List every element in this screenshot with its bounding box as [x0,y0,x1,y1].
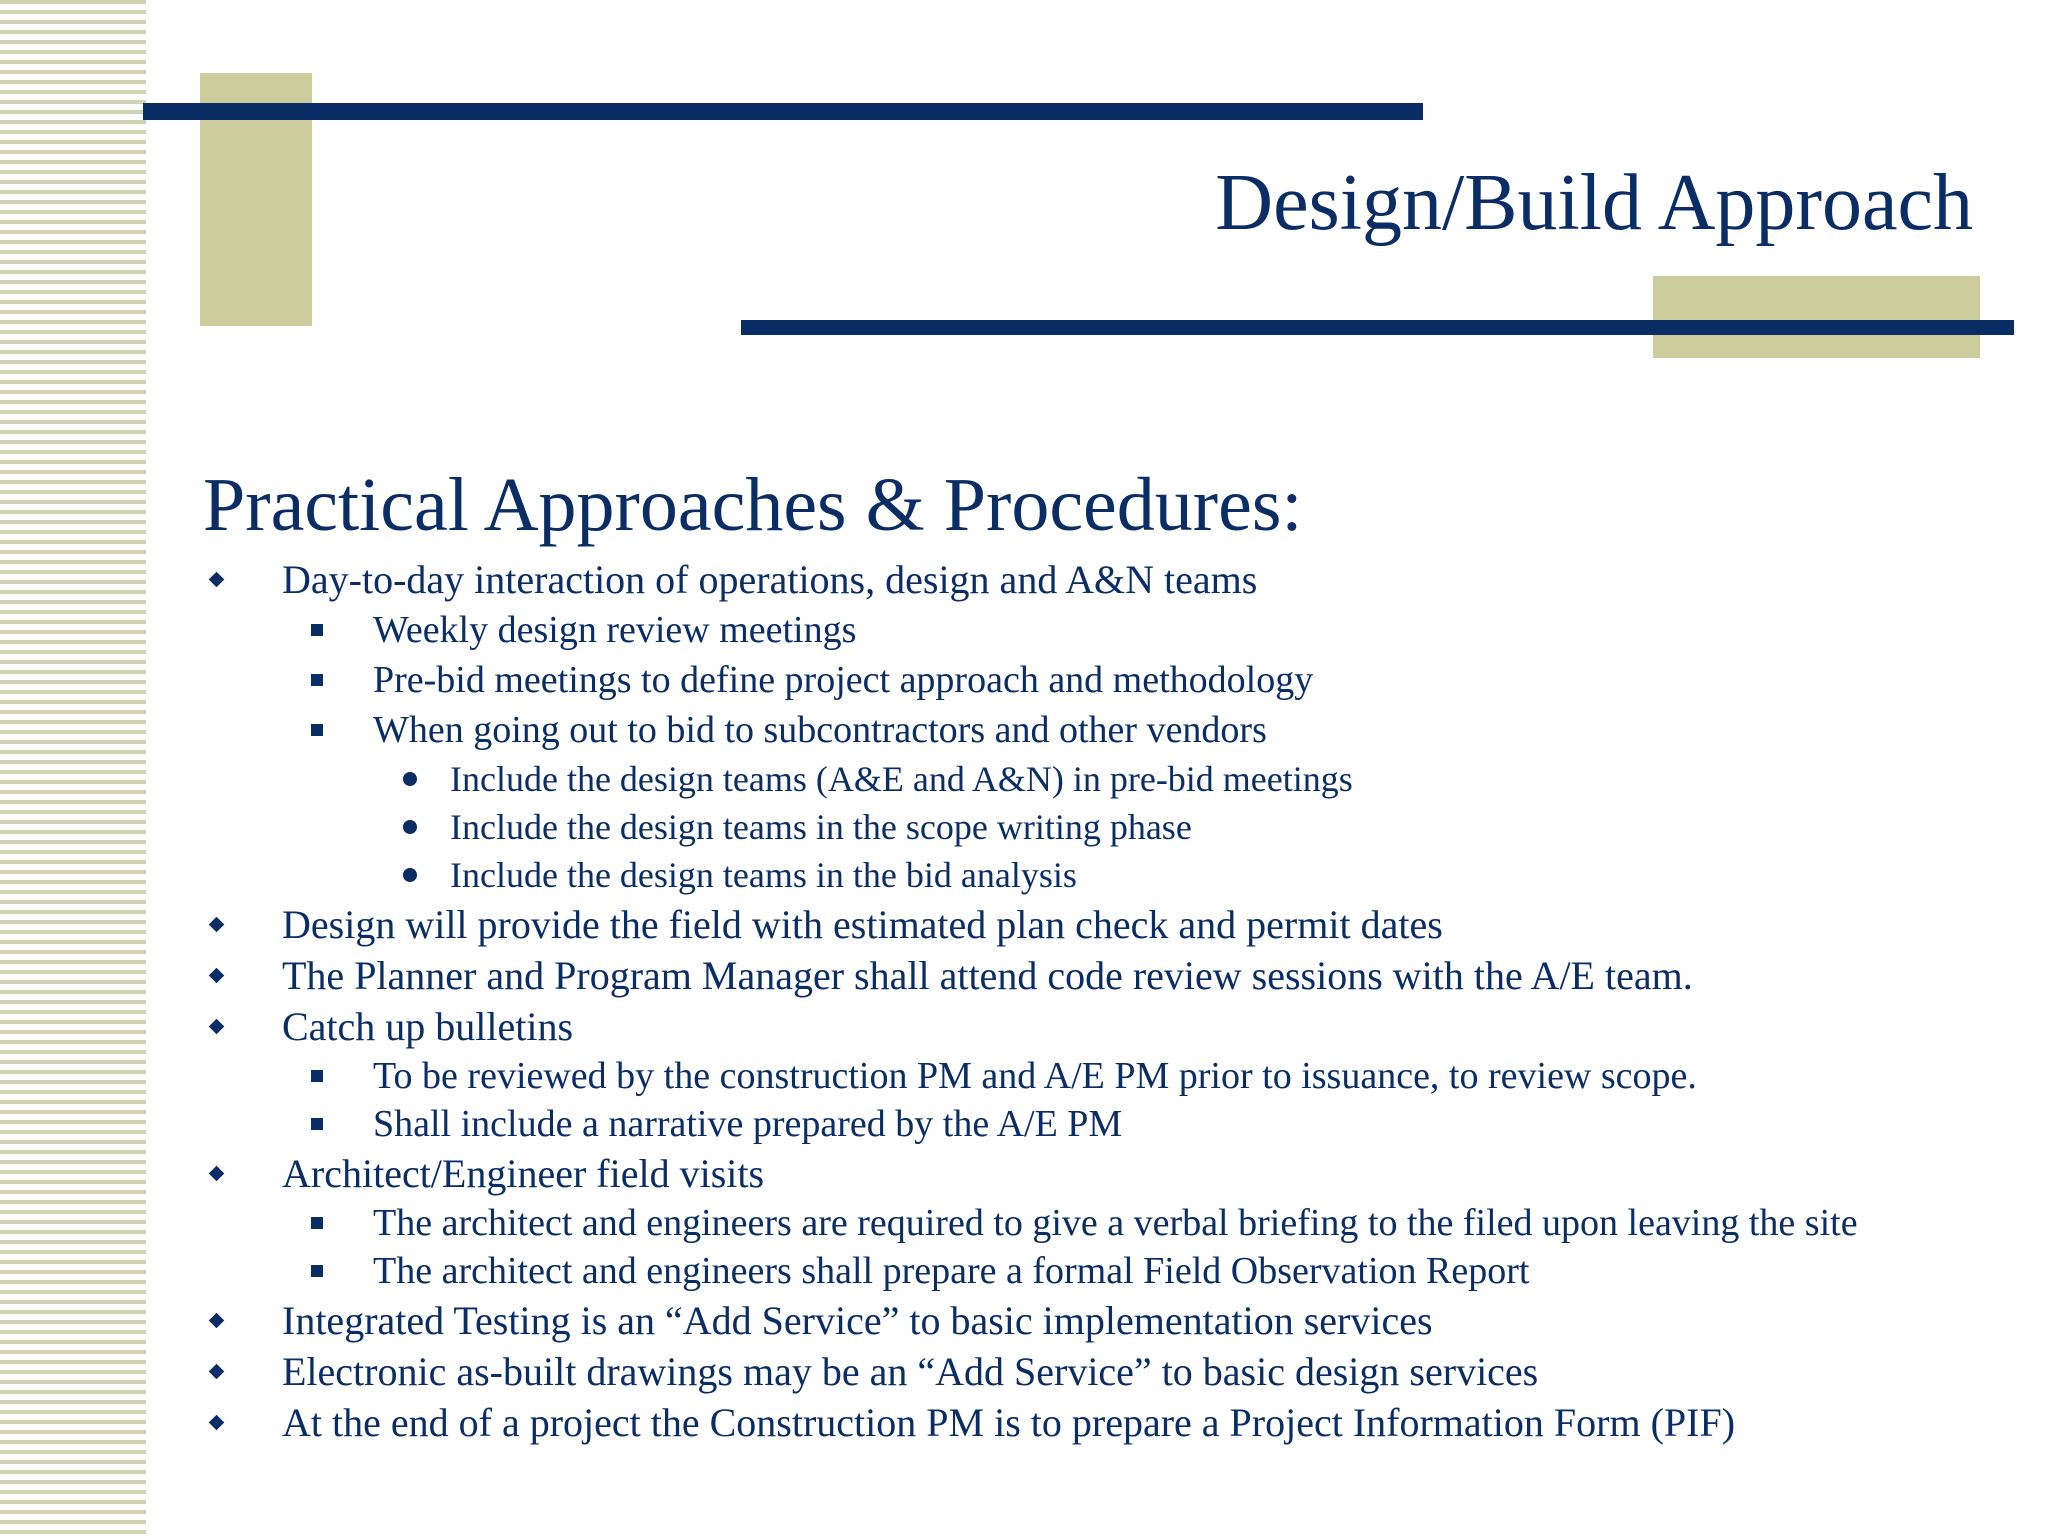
square-bullet-icon [311,1217,323,1229]
square-bullet-icon [311,1265,323,1277]
list-item [0,899,2048,950]
square-bullet-icon [311,674,323,686]
list-item-text: Day-to-day interaction of operations, design and A&N teams [282,557,1258,602]
diamond-bullet-icon [209,967,225,983]
list-item [0,1148,2048,1199]
list-item-text: The Planner and Program Manager shall attend code review sessions with the A/E team. [282,953,1693,998]
list-item-text: Shall include a narrative prepared by the A/E PM [373,1103,1123,1145]
list-item [0,1001,2048,1052]
square-bullet-icon [311,1118,323,1130]
dot-bullet-icon [403,820,417,834]
list-item [0,851,2048,899]
list-item [0,1199,2048,1247]
list-item-text: Pre-bid meetings to define project approach and methodology [373,659,1314,701]
list-item-text: When going out to bid to subcontractors and other vendors [373,709,1267,751]
list-item-text: Catch up bulletins [282,1004,574,1049]
list-item [0,803,2048,851]
list-item-text: Architect/Engineer field visits [282,1151,765,1196]
dot-bullet-icon [403,772,417,786]
list-item-text: Include the design teams in the bid analysis [450,855,1077,895]
diamond-bullet-icon [209,1165,225,1181]
list-item-text: The architect and engineers shall prepare a formal Field Observation Report [373,1250,1530,1292]
section-heading: Practical Approaches & Procedures: [203,463,1303,547]
list-item [0,1247,2048,1295]
list-item [0,554,2048,605]
decorative-block-right [1653,276,1980,358]
list-item [0,1100,2048,1148]
list-item-text: Electronic as-built drawings may be an “Add Service” to basic design services [282,1349,1539,1394]
list-item [0,1346,2048,1397]
list-item [0,705,2048,755]
decorative-rule-bottom [741,320,2014,335]
list-item-text: At the end of a project the Construction PM is to prepare a Project Information Form (PIF) [282,1400,1736,1445]
list-item-text: To be reviewed by the construction PM and A/E PM prior to issuance, to review scope. [373,1055,1697,1097]
diamond-bullet-icon [209,1363,225,1379]
list-item [0,1397,2048,1448]
decorative-rule-top [143,103,1423,120]
square-bullet-icon [311,724,323,736]
list-item-text: Integrated Testing is an “Add Service” to basic implementation services [282,1298,1433,1343]
square-bullet-icon [311,624,323,636]
list-item-text: The architect and engineers are required to give a verbal briefing to the filed upon leaving the site [373,1202,1858,1244]
list-item-text: Include the design teams in the scope writing phase [450,807,1192,847]
dot-bullet-icon [403,868,417,882]
diamond-bullet-icon [209,1414,225,1430]
list-item [0,1295,2048,1346]
diamond-bullet-icon [209,571,225,587]
list-item [0,605,2048,655]
list-item-text: Include the design teams (A&E and A&N) in pre-bid meetings [450,759,1353,799]
list-item [0,1052,2048,1100]
diamond-bullet-icon [209,1312,225,1328]
list-item [0,655,2048,705]
list-item-text: Design will provide the field with estimated plan check and permit dates [282,902,1443,947]
list-item [0,755,2048,803]
diamond-bullet-icon [209,1018,225,1034]
square-bullet-icon [311,1070,323,1082]
diamond-bullet-icon [209,916,225,932]
bullet-list [0,554,2048,1448]
list-item [0,950,2048,1001]
slide-title: Design/Build Approach [1215,159,1973,247]
list-item-text: Weekly design review meetings [373,609,857,651]
